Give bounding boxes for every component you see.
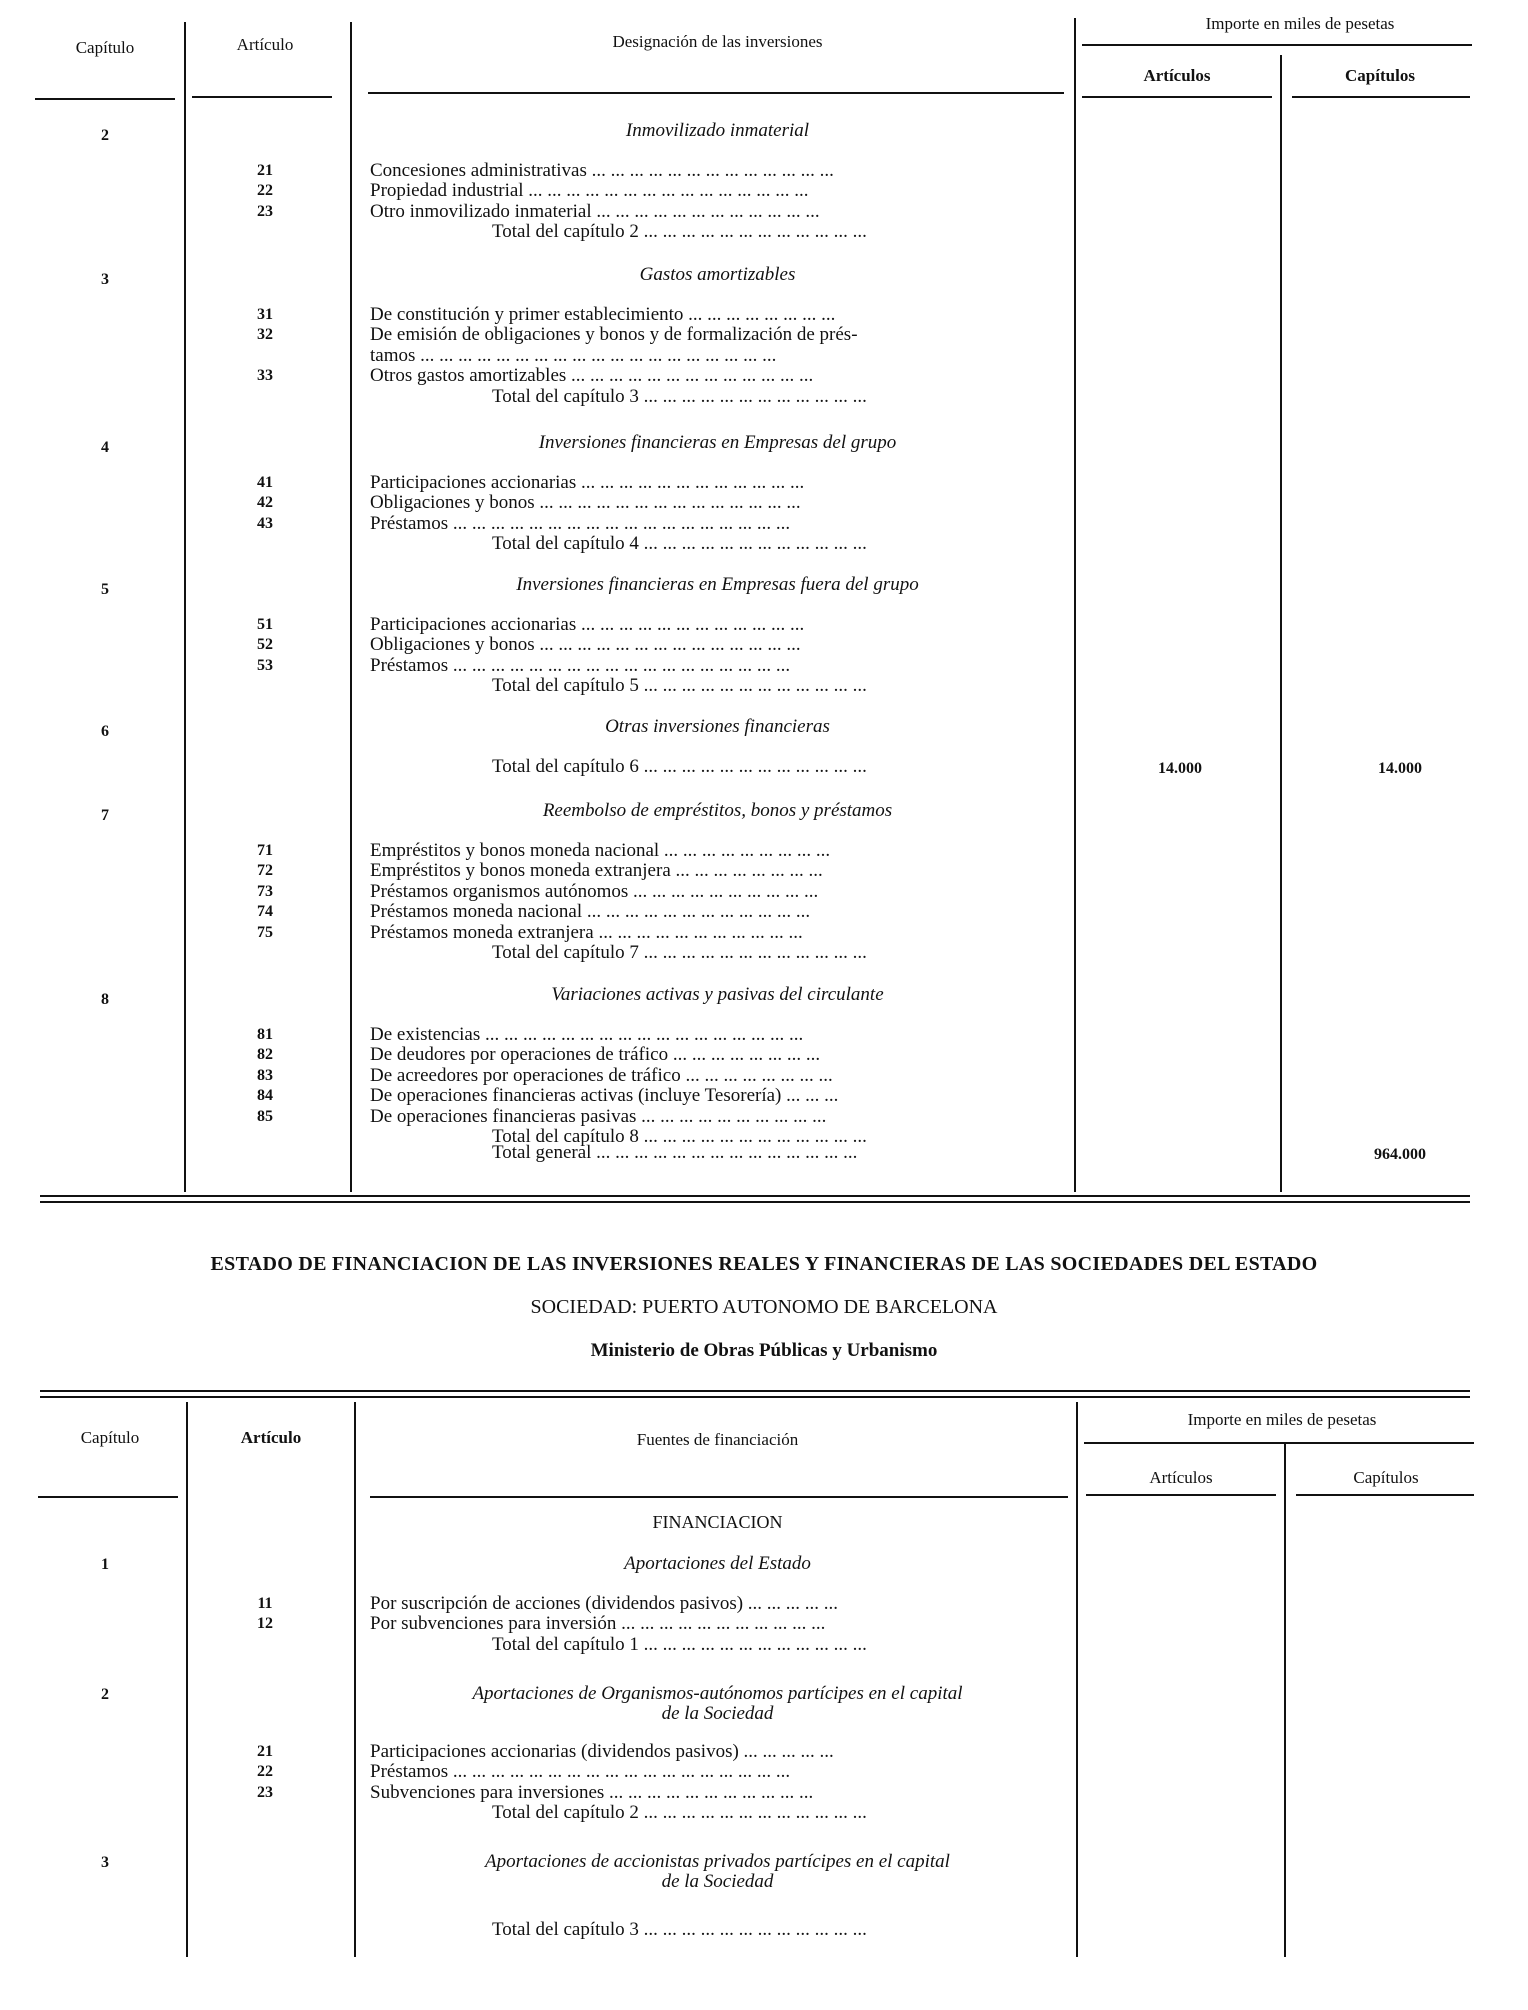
article-number: 52 — [257, 636, 273, 654]
item-description: Participaciones accionarias ... ... ... ... ... ... ... ... ... ... ... ... — [370, 614, 805, 635]
item-description: tamos ... ... ... ... ... ... ... ... ... ... ... ... ... ... ... ... ... ... ... — [370, 344, 777, 366]
chapter-total-row — [0, 756, 1528, 777]
list-item — [0, 1085, 1528, 1106]
article-number: 73 — [257, 882, 273, 900]
item-description: Préstamos ... ... ... ... ... ... ... ... ... ... ... ... ... ... ... ... ... ... — [370, 654, 791, 676]
list-item — [0, 922, 1528, 943]
chapter-number: 5 — [101, 581, 109, 598]
item-description: Por subvenciones para inversión ... ... ... ... ... ... ... ... ... ... ... — [370, 1613, 826, 1635]
col-divider — [354, 1402, 356, 1957]
list-item — [0, 881, 1528, 902]
list-item — [0, 860, 1528, 881]
list-item — [0, 655, 1528, 676]
article-number: 12 — [257, 1615, 273, 1633]
table-end-rule — [40, 1195, 1470, 1203]
list-item — [0, 1106, 1528, 1127]
grand-total-value: 964.000 — [1374, 1146, 1426, 1163]
article-number: 31 — [257, 306, 273, 323]
list-item — [0, 840, 1528, 861]
article-number: 85 — [257, 1107, 273, 1125]
article-number: 51 — [257, 616, 273, 633]
article-number: 22 — [257, 1763, 273, 1781]
list-item — [0, 614, 1528, 635]
item-description: De operaciones financieras pasivas ... ... ... ... ... ... ... ... ... ... — [370, 1105, 827, 1127]
article-number: 74 — [257, 903, 273, 921]
article-number: 33 — [257, 367, 273, 385]
list-item — [0, 492, 1528, 513]
article-number: 21 — [257, 162, 273, 179]
ministry-name: Ministerio de Obras Públicas y Urbanismo — [590, 1340, 938, 1361]
chapter-total-row — [0, 1634, 1528, 1655]
item-description: Concesiones administrativas ... ... ... ... ... ... ... ... ... ... ... ... ... — [370, 160, 834, 181]
chapter-total-label: Total del capítulo 1 ... ... ... ... ... ... ... ... ... ... ... ... — [492, 1633, 867, 1655]
col-divider — [1284, 1442, 1286, 1957]
chapter-total-row — [0, 221, 1528, 242]
chapter-number: 2 — [101, 1686, 109, 1703]
item-description: Subvenciones para inversiones ... ... ... ... ... ... ... ... ... ... ... — [370, 1781, 814, 1803]
chapter-total-row — [0, 386, 1528, 407]
financing-table — [0, 1380, 1528, 1980]
article-number: 71 — [257, 842, 273, 859]
chapter-total-row — [0, 1802, 1528, 1823]
article-number: 32 — [257, 326, 273, 344]
article-number: 72 — [257, 862, 273, 880]
list-item — [0, 365, 1528, 386]
list-item — [0, 324, 1528, 345]
chapter-title: Aportaciones de accionistas privados partícipes en el capital — [485, 1851, 950, 1872]
item-description: Préstamos organismos autónomos ... ... ... ... ... ... ... ... ... ... — [370, 880, 819, 902]
article-number: 23 — [257, 202, 273, 220]
list-item — [0, 1761, 1528, 1782]
header-capitulos: Capítulos — [1345, 66, 1415, 85]
item-description: Préstamos moneda nacional ... ... ... ... ... ... ... ... ... ... ... ... — [370, 901, 811, 923]
total-capitulos-value: 14.000 — [1378, 760, 1422, 777]
item-description: Otro inmovilizado inmaterial ... ... ... ... ... ... ... ... ... ... ... ... — [370, 200, 820, 222]
list-item — [0, 180, 1528, 201]
col-divider — [1076, 1402, 1078, 1957]
item-description: Participaciones accionarias (dividendos pasivos) ... ... ... ... ... — [370, 1741, 834, 1762]
item-description: Empréstitos y bonos moneda extranjera ... ... ... ... ... ... ... ... — [370, 860, 823, 882]
chapter-title: Aportaciones de Organismos-autónomos partícipes en el capital — [472, 1683, 963, 1704]
header-articulos: Artículos — [1149, 1468, 1213, 1487]
header-importe: Importe en miles de pesetas — [1187, 1410, 1377, 1429]
header-importe: Importe en miles de pesetas — [1205, 14, 1395, 33]
header-capitulo: Capítulo — [80, 1428, 140, 1447]
item-description: Por suscripción de acciones (dividendos pasivos) ... ... ... ... ... — [370, 1593, 839, 1614]
list-item — [0, 513, 1528, 534]
chapter-number: 3 — [101, 271, 109, 288]
article-number: 23 — [257, 1783, 273, 1801]
chapter-total-label: Total del capítulo 2 ... ... ... ... ... ... ... ... ... ... ... ... — [492, 221, 867, 243]
chapter-number: 6 — [101, 723, 109, 740]
grand-total-row — [0, 1142, 1528, 1163]
chapter-number: 4 — [101, 439, 109, 456]
item-description: De acreedores por operaciones de tráfico ... ... ... ... ... ... ... ... — [370, 1064, 833, 1086]
item-description: De constitución y primer establecimiento ... ... ... ... ... ... ... ... — [370, 304, 836, 325]
chapter-number: 1 — [101, 1556, 109, 1573]
section-label: FINANCIACION — [652, 1512, 783, 1532]
list-item — [0, 901, 1528, 922]
article-number: 11 — [257, 1595, 273, 1612]
chapter-number: 2 — [101, 127, 109, 144]
chapter-title: Gastos amortizables — [639, 264, 796, 285]
list-item — [0, 1044, 1528, 1065]
table-top-rule — [40, 1390, 1470, 1398]
chapter-title: Variaciones activas y pasivas del circulante — [551, 984, 884, 1005]
chapter-total-label: Total del capítulo 3 ... ... ... ... ... ... ... ... ... ... ... ... — [492, 385, 867, 407]
chapter-total-label: Total del capítulo 7 ... ... ... ... ... ... ... ... ... ... ... ... — [492, 942, 867, 963]
chapter-total-label: Total del capítulo 4 ... ... ... ... ... ... ... ... ... ... ... ... — [492, 533, 867, 555]
chapter-total-label: Total del capítulo 2 ... ... ... ... ... ... ... ... ... ... ... ... — [492, 1802, 867, 1824]
header-articulos: Artículos — [1143, 66, 1211, 85]
list-item — [0, 1065, 1528, 1086]
chapter-total-row — [0, 675, 1528, 696]
article-number: 53 — [257, 656, 273, 674]
section-title: ESTADO DE FINANCIACION DE LAS INVERSIONES REALES Y FINANCIERAS DE LAS SOCIEDADES DEL ESTADO — [210, 1253, 1318, 1275]
list-item — [0, 201, 1528, 222]
chapter-total-label: Total del capítulo 8 ... ... ... ... ... ... ... ... ... ... ... ... — [492, 1126, 867, 1147]
chapter-total-label: Total del capítulo 5 ... ... ... ... ... ... ... ... ... ... ... ... — [492, 675, 867, 697]
list-item — [0, 634, 1528, 655]
item-description: De emisión de obligaciones y bonos y de formalización de prés- — [370, 324, 858, 346]
company-name: SOCIEDAD: PUERTO AUTONOMO DE BARCELONA — [530, 1296, 998, 1318]
chapter-number: 8 — [101, 991, 109, 1008]
item-description: Préstamos ... ... ... ... ... ... ... ... ... ... ... ... ... ... ... ... ... ... — [370, 1761, 791, 1783]
article-number: 83 — [257, 1066, 273, 1084]
article-number: 81 — [257, 1026, 273, 1043]
item-description: Obligaciones y bonos ... ... ... ... ... ... ... ... ... ... ... ... ... ... — [370, 492, 801, 514]
chapter-total-label: Total del capítulo 6 ... ... ... ... ... ... ... ... ... ... ... ... — [492, 756, 867, 777]
article-number: 75 — [257, 923, 273, 941]
item-description: Obligaciones y bonos ... ... ... ... ... ... ... ... ... ... ... ... ... ... — [370, 634, 801, 656]
chapter-total-label: Total del capítulo 3 ... ... ... ... ... ... ... ... ... ... ... ... — [492, 1919, 867, 1940]
item-description: Préstamos moneda extranjera ... ... ... ... ... ... ... ... ... ... ... — [370, 921, 803, 943]
header-articulo: Artículo — [240, 1428, 302, 1447]
chapter-number: 7 — [101, 807, 109, 824]
article-number: 21 — [257, 1743, 273, 1760]
item-description: De existencias ... ... ... ... ... ... ... ... ... ... ... ... ... ... ... ... ... — [370, 1024, 804, 1045]
header-fuentes: Fuentes de financiación — [636, 1430, 799, 1449]
header-articulo: Artículo — [236, 35, 294, 54]
list-item — [0, 1593, 1528, 1614]
chapter-title-cont: de la Sociedad — [661, 1703, 774, 1724]
item-description: Participaciones accionarias ... ... ... ... ... ... ... ... ... ... ... ... — [370, 472, 805, 493]
chapter-title: Aportaciones del Estado — [624, 1553, 811, 1574]
chapter-total-row — [0, 1919, 1528, 1940]
item-description: De deudores por operaciones de tráfico ... ... ... ... ... ... ... ... — [370, 1044, 821, 1066]
item-description: Préstamos ... ... ... ... ... ... ... ... ... ... ... ... ... ... ... ... ... ... — [370, 512, 791, 534]
chapter-title-cont: de la Sociedad — [661, 1871, 774, 1892]
article-number: 84 — [257, 1087, 273, 1105]
chapter-total-row — [0, 533, 1528, 554]
header-capitulos: Capítulos — [1353, 1468, 1419, 1487]
article-number: 22 — [257, 182, 273, 200]
chapter-title: Reembolso de empréstitos, bonos y préstamos — [542, 800, 893, 821]
item-description: Empréstitos y bonos moneda nacional ... ... ... ... ... ... ... ... ... — [370, 840, 831, 861]
list-item — [0, 160, 1528, 181]
col-divider — [186, 1402, 188, 1957]
grand-total-label: Total general ... ... ... ... ... ... ... ... ... ... ... ... ... ... — [492, 1142, 858, 1163]
item-description: Propiedad industrial ... ... ... ... ... ... ... ... ... ... ... ... ... ... ... — [370, 180, 809, 202]
chapter-title: Otras inversiones financieras — [605, 716, 830, 737]
list-item — [0, 1782, 1528, 1803]
chapter-title: Inversiones financieras en Empresas del grupo — [538, 432, 897, 453]
header-capitulo: Capítulo — [75, 38, 135, 57]
item-description: Otros gastos amortizables ... ... ... ... ... ... ... ... ... ... ... ... ... — [370, 365, 814, 387]
chapter-total-row — [0, 942, 1528, 963]
list-item — [0, 472, 1528, 493]
list-item — [0, 345, 1528, 366]
chapter-number: 3 — [101, 1854, 109, 1871]
article-number: 43 — [257, 514, 273, 532]
article-number: 82 — [257, 1046, 273, 1064]
list-item — [0, 1024, 1528, 1045]
list-item — [0, 304, 1528, 325]
list-item — [0, 1741, 1528, 1762]
list-item — [0, 1613, 1528, 1634]
article-number: 42 — [257, 494, 273, 512]
article-number: 41 — [257, 474, 273, 491]
header-designacion: Designación de las inversiones — [612, 32, 823, 51]
chapter-title: Inmovilizado inmaterial — [625, 120, 810, 141]
chapter-title: Inversiones financieras en Empresas fuera del grupo — [516, 574, 919, 595]
item-description: De operaciones financieras activas (incluye Tesorería) ... ... ... — [370, 1085, 839, 1107]
total-articulos-value: 14.000 — [1158, 760, 1202, 777]
